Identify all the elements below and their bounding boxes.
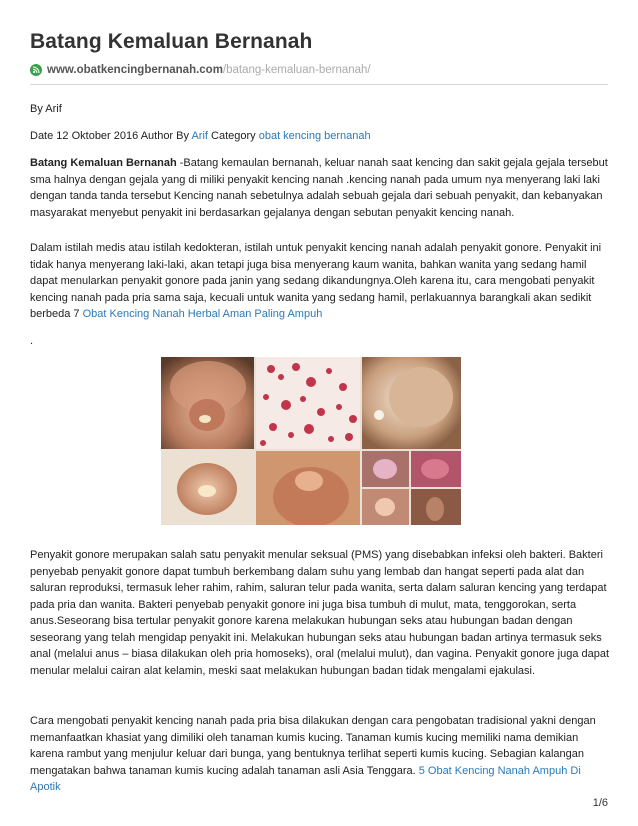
- dot-text: .: [30, 335, 34, 347]
- byline: [30, 101, 610, 118]
- apotik-article-link[interactable]: 5 Obat Kencing Nanah Ampuh Di Apotik: [30, 764, 581, 793]
- paragraph-treatment: [30, 713, 610, 796]
- header-divider: [30, 84, 608, 85]
- transmission-text: Penyakit gonore merupakan salah satu penyakit menular seksual (PMS) yang disebabkan infeksi oleh bakteri. Bakteri penyebab penyakit gonore dapat tumbuh berkembang dalam suhu yang lembab dan hangat seperti pada alat dan saluran reproduksi, termasuk leher rahim, rahim, saluran telur pada wanita, serta dalam saluran kencing yang terdapat pada pria dan wanita. Bakteri penyebab penyakit gonore ini juga bisa tumbuh di mulut, mata, tenggorokan, serta anus.Seseorang bisa tertular penyakit gonore karena melakukan hubungan seks atau hubungan badan dengan seseorang yang telah mengidap penyakit ini. Melakukan hubungan seks atau hubungan badan artinya termasuk seks anal (melalui anus – biasa dilakukan oleh pria homoseks), oral (melalui mulut), dan vagina. Penyakit gonore juga dapat menular melalui cairan alat kelamin, meski saat melakukan hubungan badan tidak mengalami ejakulasi.: [30, 549, 610, 677]
- date-label: Date 12 Oktober 2016 Author By: [30, 130, 189, 142]
- rss-feed-icon: [30, 64, 42, 76]
- url-domain[interactable]: www.obatkencingbernanah.com: [47, 64, 223, 76]
- symptom-photo-collage: [161, 357, 461, 525]
- treatment-text: Cara mengobati penyakit kencing nanah pada pria bisa dilakukan dengan cara pengobatan tradisional yakni dengan memanfaatkan khasiat yang dimiliki oleh tanaman kumis kucing. Tanaman kumis kucing memiliki nama demikian karena rambut yang menjulur keluar dari bunga, yang bentuknya terlihat seperti kumis kucing. Sebagian kalangan mengatakan bahwa tanaman kumis kucing adalah tanaman asli Asia Tenggara.: [30, 715, 596, 777]
- category-link[interactable]: obat kencing bernanah: [258, 130, 371, 142]
- post-meta: [30, 128, 610, 145]
- intro-text: -Batang kemaulan bernanah, keluar nanah saat kencing dan sakit gejala gejala tersebut sma halnya dengan gejala yang di miliki penyakit kencing nanah .kencing nanah pada umum nya menyerang laki laki dengan tanda tanda tersebut Kencing nanah sebetulnya adalah sebuah gejala dari sebuah penyakit, dan kebanyakan masyarakat menyebut penyakit ini berdasarkan gejalanya dengan sebutan penyakit kencing nanah.: [30, 157, 608, 219]
- byline-text: By Arif: [30, 103, 62, 115]
- url-path[interactable]: /batang-kemaluan-bernanah/: [222, 64, 371, 76]
- intro-keyword: Batang Kemaluan Bernanah: [30, 157, 177, 169]
- gonore-text: Dalam istilah medis atau istilah kedokteran, istilah untuk penyakit kencing nanah adalah penyakit gonore. Penyakit ini tidak hanya menyerang laki-laki, akan tetapi juga bisa menyerang kaum wanita, bahkan wanita yang sedang hamil dapat menularkan penyakit gonore pada janin yang sedang dikandungnya.Oleh karena itu, cara mengobati penyakit kencing nanah pada pria sama saja, kecuali untuk wanita yang sedang hamil, perlakuannya barangkali akan sedikit berbeda 7: [30, 242, 602, 320]
- category-label: Category: [211, 130, 256, 142]
- page-title: Batang Kemaluan Bernanah: [30, 30, 313, 53]
- separator-dot: [30, 333, 610, 350]
- herbal-article-link[interactable]: Obat Kencing Nanah Herbal Aman Paling Ampuh: [82, 308, 323, 320]
- paragraph-intro: [30, 155, 610, 221]
- page-number: 1/6: [592, 797, 608, 809]
- paragraph-transmission: [30, 547, 610, 679]
- paragraph-gonore: [30, 240, 610, 323]
- source-url: [30, 64, 371, 76]
- article-image-collage: [161, 357, 461, 525]
- author-link[interactable]: Arif: [191, 130, 208, 142]
